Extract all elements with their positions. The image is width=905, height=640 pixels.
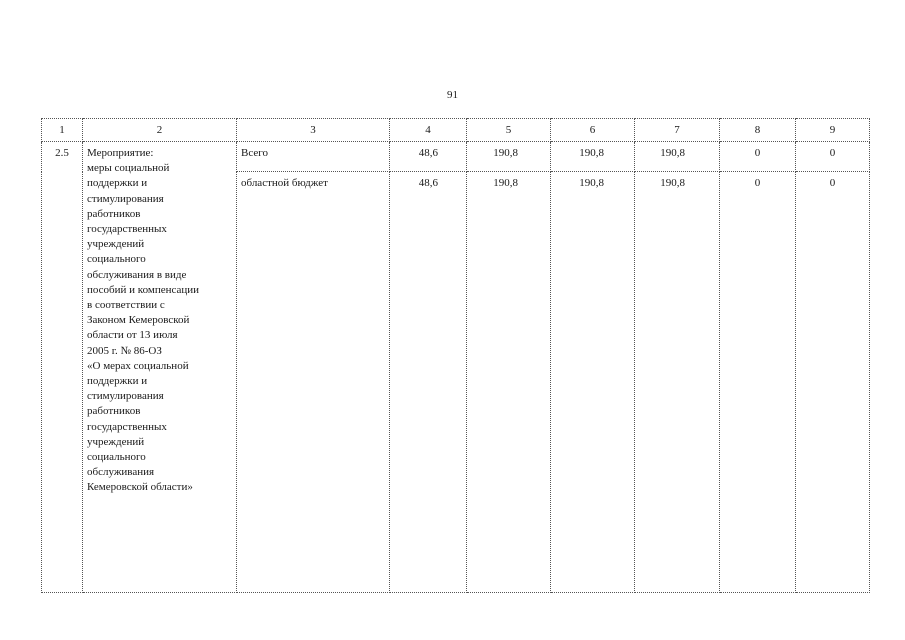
description-line: меры социальной — [87, 162, 170, 175]
description-line: пособий и компенсации — [87, 283, 200, 296]
page-number: 91 — [447, 89, 458, 101]
value-cell: 0 — [796, 142, 870, 172]
description-line: социального — [87, 451, 146, 464]
description-line: в соответствии с — [87, 299, 165, 312]
value-cell: 190,8 — [467, 142, 551, 172]
description-line: государственных — [87, 420, 167, 433]
column-number: 8 — [720, 119, 796, 142]
description-line: работников — [87, 207, 141, 220]
value-cell: 0 — [720, 172, 796, 593]
description-line: стимулирования — [87, 192, 164, 205]
column-number: 1 — [42, 119, 83, 142]
value-cell: 48,6 — [390, 172, 467, 593]
description-line: государственных — [87, 223, 167, 236]
column-number-row — [42, 119, 870, 142]
description-line: обслуживания в виде — [87, 268, 187, 281]
column-number: 4 — [390, 119, 467, 142]
row-description — [83, 142, 237, 593]
column-number: 6 — [551, 119, 635, 142]
value-cell: 0 — [796, 172, 870, 593]
description-line: стимулирования — [87, 390, 164, 403]
column-number: 3 — [237, 119, 390, 142]
description-line: работников — [87, 405, 141, 418]
description-line: 2005 г. № 86-ОЗ — [87, 344, 162, 357]
description-line: учреждений — [87, 238, 145, 251]
value-cell: 0 — [720, 142, 796, 172]
description-line: обслуживания — [87, 466, 155, 479]
column-number: 9 — [796, 119, 870, 142]
description-line: Кемеровской области» — [87, 481, 193, 494]
row-index: 2.5 — [42, 142, 83, 593]
value-cell: 190,8 — [551, 142, 635, 172]
program-table — [41, 118, 870, 593]
value-cell: 190,8 — [635, 142, 720, 172]
value-cell: 48,6 — [390, 142, 467, 172]
description-line: «О мерах социальной — [87, 359, 189, 372]
description-line: социального — [87, 253, 146, 266]
value-cell: 190,8 — [467, 172, 551, 593]
column-number: 5 — [467, 119, 551, 142]
funding-source: областной бюджет — [237, 172, 390, 593]
value-cell: 190,8 — [635, 172, 720, 593]
column-number: 7 — [635, 119, 720, 142]
description-line: области от 13 июля — [87, 329, 178, 342]
table-row — [42, 142, 870, 172]
description-line: поддержки и — [87, 375, 148, 388]
description-line: Мероприятие: — [87, 147, 154, 159]
column-number: 2 — [83, 119, 237, 142]
description-line: поддержки и — [87, 177, 148, 190]
value-cell: 190,8 — [551, 172, 635, 593]
description-line: Законом Кемеровской — [87, 314, 190, 327]
funding-source: Всего — [237, 142, 390, 172]
description-line: учреждений — [87, 435, 145, 448]
